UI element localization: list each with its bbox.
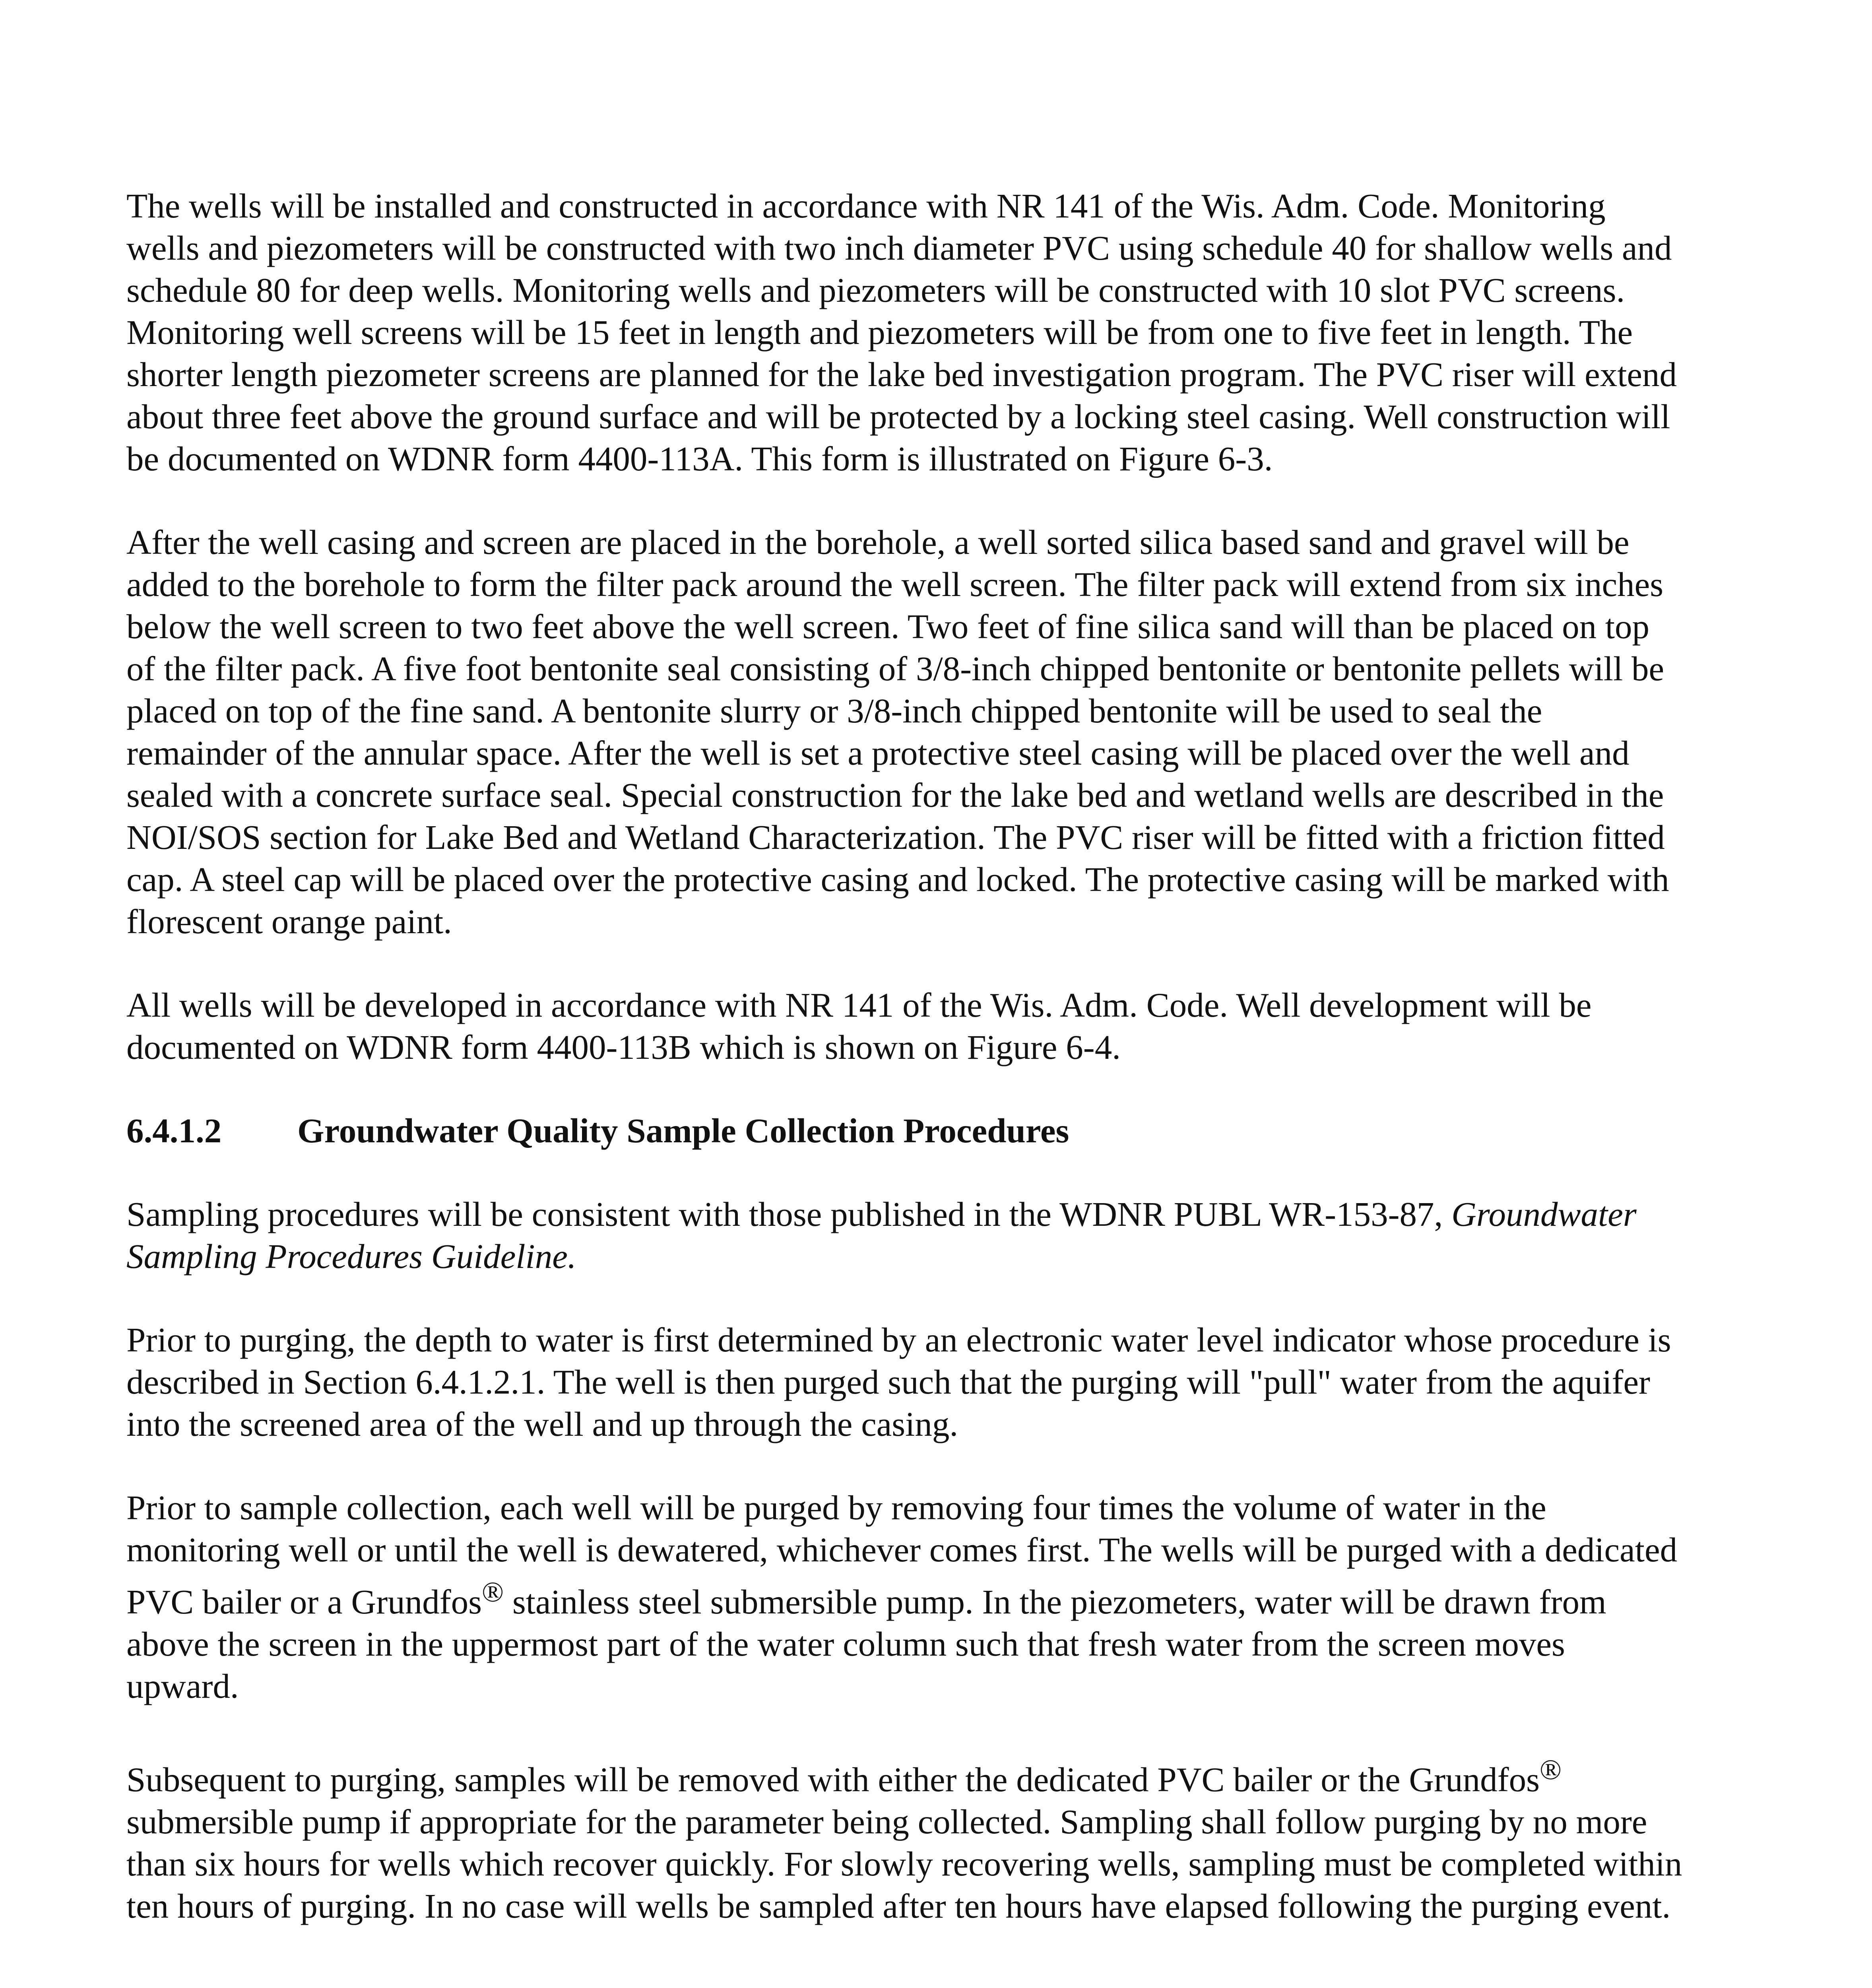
sample-collection-text-b: stainless steel submersible pump. In the piezometers, water will be drawn from above the screen in the uppermost part of the water column such that fresh water from the screen moves upward. — [126, 1582, 1606, 1705]
paragraph-well-development: All wells will be developed in accordance with NR 141 of the Wis. Adm. Code. Well development will be documented on WDNR form 4400-113B which is shown on Figure 6-4. — [126, 986, 1592, 1066]
registered-mark: ® — [1539, 1753, 1562, 1786]
section-title: Groundwater Quality Sample Collection Procedures — [297, 1111, 1069, 1150]
paragraph-purging: Prior to purging, the depth to water is first determined by an electronic water level indicator whose procedure is described in Section 6.4.1.2.1. The well is then purged such that the purging will "pull" water from the aquifer into the screened area of the well and up through the casing. — [126, 1320, 1671, 1443]
registered-mark: ® — [482, 1576, 504, 1608]
body-text — [126, 185, 1685, 1969]
subsequent-sampling-text-b: submersible pump if appropriate for the parameter being collected. Sampling shall follow purging by no more than six hours for wells which recover quickly. For slowly recovering wells, sampling must be completed within ten hours of purging. In no case will wells be sampled after ten hours have elapsed following the purging event. — [126, 1802, 1682, 1925]
section-heading — [126, 1110, 1685, 1152]
paragraph-sample-collection — [126, 1487, 1685, 1707]
paragraph-filter-pack: After the well casing and screen are placed in the borehole, a well sorted silica based sand and gravel will be added to the borehole to form the filter pack around the well screen. The filter pack will extend from six inches below the well screen to two feet above the well screen. Two feet of fine silica sand will than be placed on top of the filter pack. A five foot bentonite seal consisting of 3/8-inch chipped bentonite or bentonite pellets will be placed on top of the fine sand. A bentonite slurry or 3/8-inch chipped bentonite will be used to seal the remainder of the annular space. After the well is set a protective steel casing will be placed over the well and sealed with a concrete surface seal. Special construction for the lake bed and wetland wells are described in the NOI/SOS section for Lake Bed and Wetland Characterization. The PVC riser will be fitted with a friction fitted cap. A steel cap will be placed over the protective casing and locked. The protective casing will be marked with florescent orange paint. — [126, 523, 1669, 941]
sampling-procedures-text: Sampling procedures will be consistent with those published in the WDNR PUBL WR-153-87, — [126, 1195, 1443, 1233]
sample-collection-text-a: Prior to sample collection, each well will be purged by removing four times the volume of water in the monitoring well or until the well is dewatered, whichever comes first. The wells will be purged with a dedicated PVC bailer or a Grundfos — [126, 1488, 1678, 1621]
paragraph-sampling-procedures — [126, 1193, 1685, 1277]
paragraph-subsequent-sampling — [126, 1749, 1685, 1927]
guideline-title: Groundwater Sampling Procedures Guideline. — [126, 1195, 1637, 1276]
section-number: 6.4.1.2 — [126, 1111, 222, 1150]
subsequent-sampling-text-a: Subsequent to purging, samples will be removed with either the dedicated PVC bailer or the Grundfos — [126, 1760, 1540, 1799]
paragraph-well-construction: The wells will be installed and constructed in accordance with NR 141 of the Wis. Adm. Code. Monitoring wells and piezometers will be constructed with two inch diameter PVC using schedule 40 for shallow wells and schedule 80 for deep wells. Monitoring wells and piezometers will be constructed with 10 slot PVC screens. Monitoring well screens will be 15 feet in length and piezometers will be from one to five feet in length. The shorter length piezometer screens are planned for the lake bed investigation program. The PVC riser will extend about three feet above the ground surface and will be protected by a locking steel casing. Well construction will be documented on WDNR form 4400-113A. This form is illustrated on Figure 6-3. — [126, 186, 1677, 478]
